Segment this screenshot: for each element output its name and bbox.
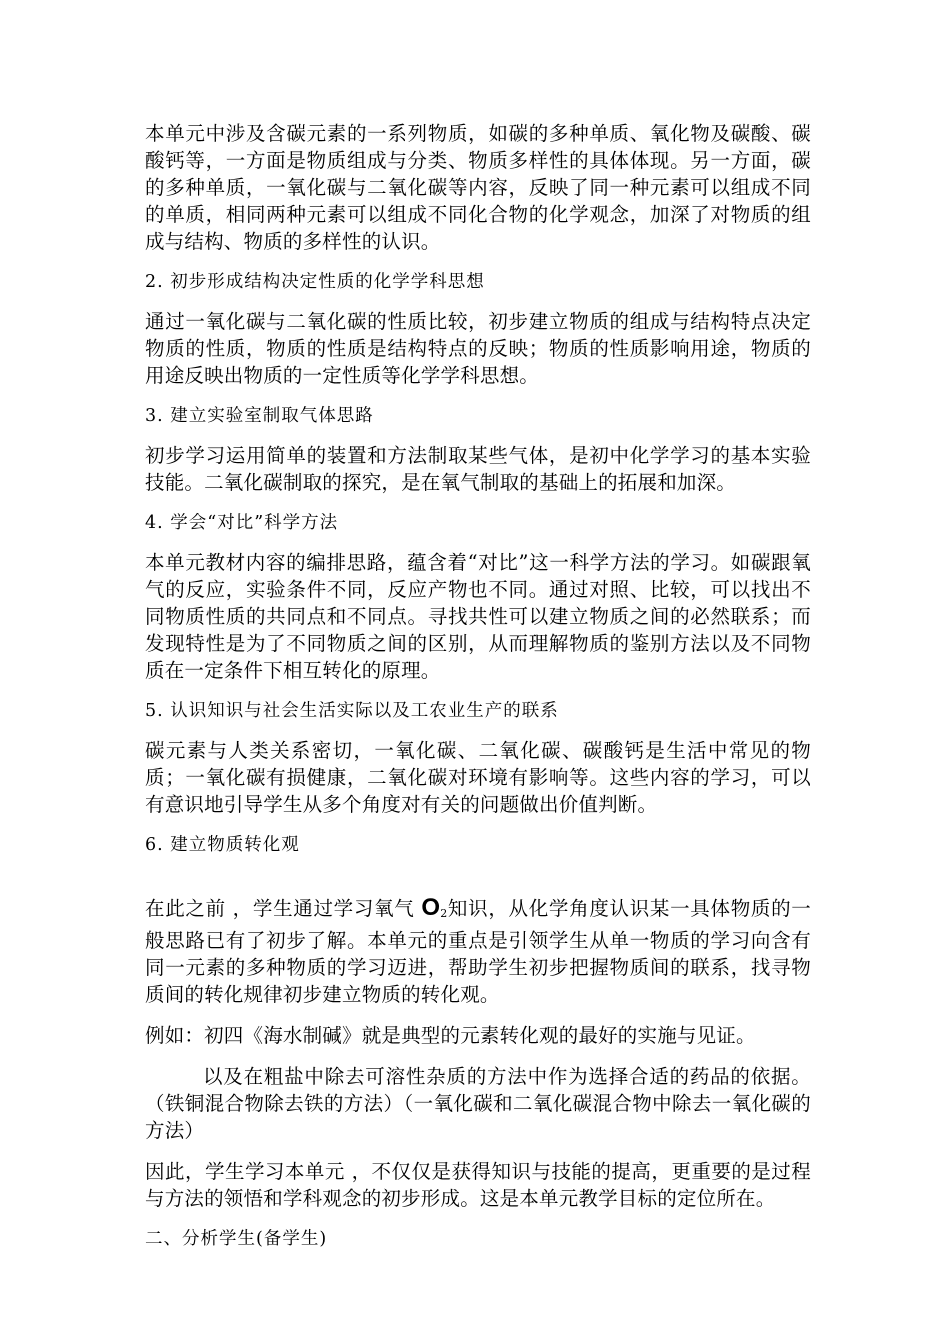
paragraph-transformation-view [145, 894, 811, 1008]
paragraph-lab-gas-preparation: 初步学习运用简单的装置和方法制取某些气体，是初中化学学习的基本实验技能。二氧化碳制取的探究，是在氧气制取的基础上的拓展和加深。 [145, 444, 811, 494]
paragraph-transformation-pre: 在此之前 ，学生通过学习氧气 [145, 897, 422, 920]
paragraph-structure-property: 通过一氧化碳与二氧化碳的性质比较，初步建立物质的组成与结构特点决定物质的性质，物质的性质是结构特点的反映；物质的性质影响用途，物质的用途反映出物质的一定性质等化学学科思想。 [145, 310, 811, 387]
heading-comparison-method: 4. 学会“对比”科学方法 [145, 513, 339, 533]
heading-social-connection: 5. 认识知识与社会生活实际以及工农业生产的联系 [145, 701, 559, 721]
heading-transformation-view: 6. 建立物质转化观 [145, 835, 300, 855]
oxygen-subscript: 2 [440, 907, 448, 920]
paragraph-social-connection: 碳元素与人类关系密切，一氧化碳、二氧化碳、碳酸钙是生活中常见的物质；一氧化碳有损健康，二氧化碳对环境有影响等。这些内容的学习，可以有意识地引导学生从多个角度对有关的问题做出价值判断。 [145, 739, 811, 816]
oxygen-symbol: O [421, 894, 441, 921]
heading-lab-gas-preparation: 3. 建立实验室制取气体思路 [145, 406, 374, 426]
paragraph-conclusion: 因此，学生学习本单元 ，不仅仅是获得知识与技能的提高，更重要的是过程与方法的领悟和学科观念的初步形成。这是本单元教学目标的定位所在。 [145, 1160, 811, 1210]
section-heading-analyze-students: 二、分析学生(备学生) [145, 1229, 328, 1249]
paragraph-comparison-method: 本单元教材内容的编排思路，蕴含着“对比”这一科学方法的学习。如碳跟氧气的反应，实验条件不同，反应产物也不同。通过对照、比较，可以找出不同物质性质的共同点和不同点。寻找共性可以建立物质之间的必然联系；而发现特性是为了不同物质之间的区别，从而理解物质的鉴别方法以及不同物质在一定条件下相互转化的原理。 [145, 551, 811, 682]
heading-structure-determines-property: 2. 初步形成结构决定性质的化学学科思想 [145, 272, 485, 292]
paragraph-transformation-post: 知识，从化学角度认识某一具体物质的一般思路已有了初步了解。本单元的重点是引领学生从单一物质的学习向含有同一元素的多种物质的学习迈进，帮助学生初步把握物质间的联系，找寻物质间的转化规律初步建立物质的转化观。 [145, 897, 811, 1006]
paragraph-example: 例如：初四《海水制碱》就是典型的元素转化观的最好的实施与见证。 [145, 1024, 756, 1047]
intro-paragraph: 本单元中涉及含碳元素的一系列物质，如碳的多种单质、氧化物及碳酸、碳酸钙等，一方面是物质组成与分类、物质多样性的具体体现。另一方面，碳的多种单质，一氧化碳与二氧化碳等内容，反映了同一种元素可以组成不同的单质，相同两种元素可以组成不同化合物的化学观念，加深了对物质的组成与结构、物质的多样性的认识。 [145, 122, 811, 253]
document-page [145, 120, 811, 1265]
paragraph-example-continued: 以及在粗盐中除去可溶性杂质的方法中作为选择合适的药品的依据。（铁铜混合物除去铁的方法）（一氧化碳和二氧化碳混合物中除去一氧化碳的方法） [145, 1065, 811, 1142]
